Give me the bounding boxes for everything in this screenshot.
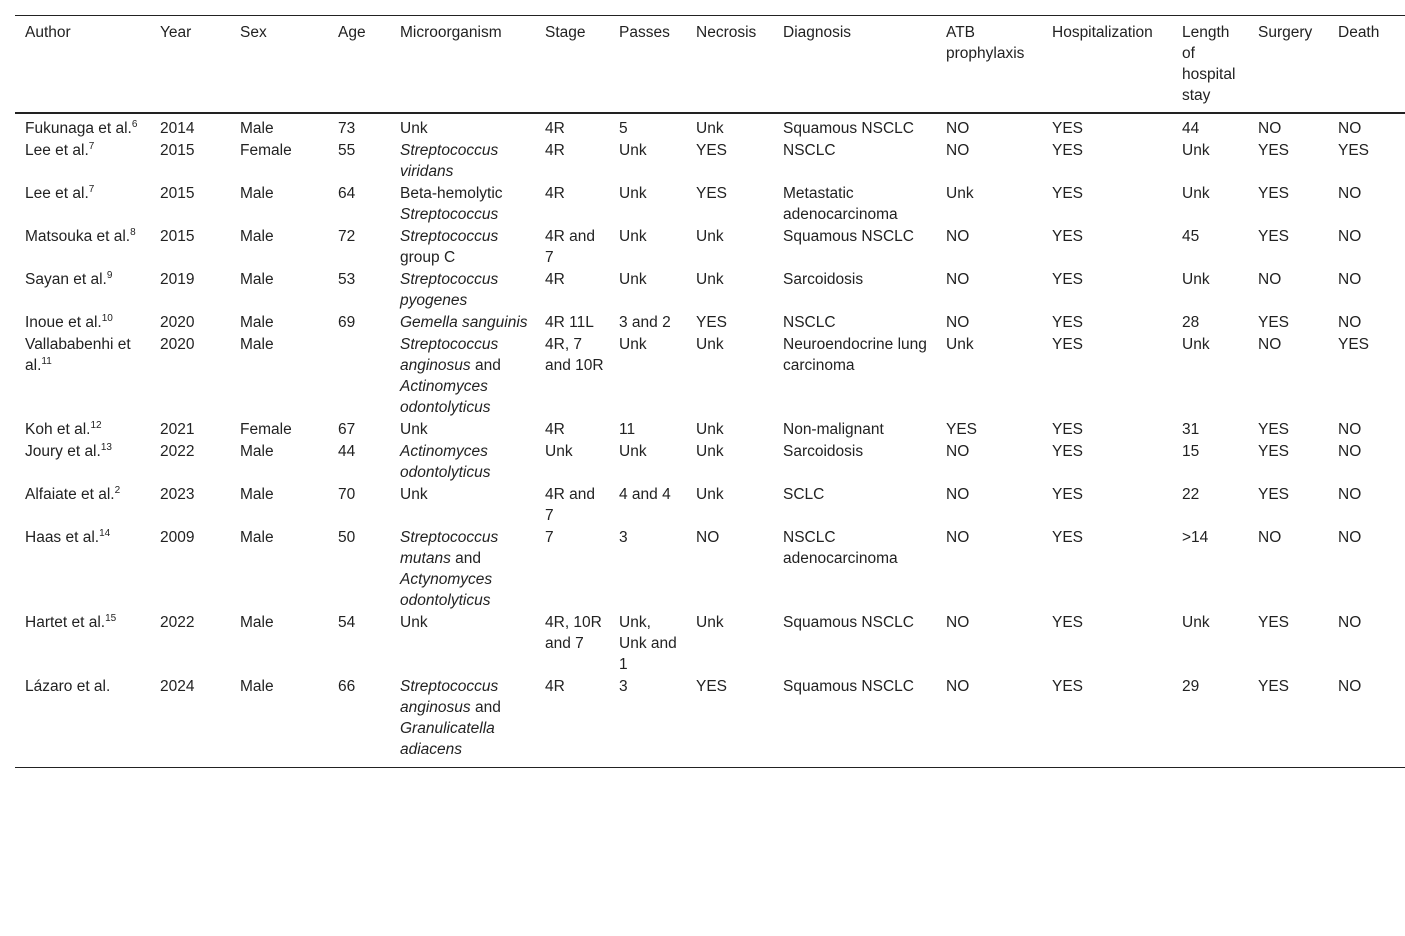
surgery-cell: YES (1258, 142, 1290, 159)
stage-cell: 4R (545, 421, 565, 438)
surgery-cell: NO (1258, 529, 1282, 546)
diagnosis-cell: NSCLC (783, 314, 836, 331)
atb-prophylaxis-cell: YES (946, 421, 978, 438)
organism-name: Actinomyces odontolyticus (400, 378, 491, 416)
hospitalization-cell: YES (1052, 336, 1084, 353)
hospitalization-cell: YES (1052, 421, 1084, 438)
microorganism-cell (390, 441, 535, 484)
reference-number: 7 (88, 140, 95, 152)
sex-cell: Male (240, 678, 274, 695)
table-body (15, 113, 1405, 768)
hospitalization-cell: YES (1052, 185, 1084, 202)
organism-text: Unk (400, 614, 428, 631)
header-stage: Stage (545, 24, 586, 41)
organism-name: Streptococcus anginosus (400, 678, 499, 716)
microorganism-cell (390, 676, 535, 768)
organism-name: Actinomyces odontolyticus (400, 443, 491, 481)
death-cell: NO (1338, 120, 1362, 137)
author-name: Joury et al. (25, 443, 101, 460)
year-cell: 2020 (160, 314, 195, 331)
year-cell: 2014 (160, 120, 195, 137)
stage-cell: 4R and 7 (545, 486, 595, 524)
header-death: Death (1338, 24, 1380, 41)
surgery-cell: YES (1258, 614, 1290, 631)
header-passes: Passes (619, 24, 670, 41)
atb-prophylaxis-cell: Unk (946, 336, 974, 353)
length-of-stay-cell: 44 (1182, 120, 1200, 137)
age-cell: 44 (338, 443, 356, 460)
diagnosis-cell: Metastatic adenocarcinoma (783, 185, 898, 223)
year-cell: 2020 (160, 336, 195, 353)
death-cell: NO (1338, 486, 1362, 503)
author-cell (15, 676, 150, 768)
passes-cell: 3 (619, 529, 628, 546)
age-cell: 54 (338, 614, 356, 631)
microorganism-cell (390, 419, 535, 441)
author-cell (15, 140, 150, 183)
necrosis-cell: Unk (696, 614, 724, 631)
reference-number: 9 (106, 269, 113, 281)
year-cell: 2021 (160, 421, 195, 438)
death-cell: NO (1338, 529, 1362, 546)
stage-cell: 4R (545, 185, 565, 202)
author-cell (15, 113, 150, 140)
length-of-stay-cell: 28 (1182, 314, 1200, 331)
author-cell (15, 226, 150, 269)
microorganism-cell (390, 269, 535, 312)
year-cell: 2022 (160, 443, 195, 460)
age-cell: 72 (338, 228, 356, 245)
passes-cell: 3 (619, 678, 628, 695)
sex-cell: Male (240, 443, 274, 460)
organism-name: Streptococcus (400, 206, 499, 223)
header-atb-prophylaxis: ATB prophylaxis (946, 24, 1025, 62)
organism-text: Beta-hemolytic (400, 185, 503, 202)
header-hospitalization: Hospitalization (1052, 24, 1153, 41)
organism-name: Gemella sanguinis (400, 314, 528, 331)
age-cell: 67 (338, 421, 356, 438)
stage-cell: 4R, 7 and 10R (545, 336, 604, 374)
length-of-stay-cell: 29 (1182, 678, 1200, 695)
atb-prophylaxis-cell: NO (946, 486, 970, 503)
necrosis-cell: Unk (696, 443, 724, 460)
necrosis-cell: YES (696, 678, 728, 695)
stage-cell: 4R (545, 271, 565, 288)
author-name: Haas et al. (25, 529, 100, 546)
author-name: Lee et al. (25, 142, 89, 159)
diagnosis-cell: NSCLC adenocarcinoma (783, 529, 898, 567)
year-cell: 2019 (160, 271, 195, 288)
death-cell: YES (1338, 336, 1370, 353)
atb-prophylaxis-cell: NO (946, 271, 970, 288)
header-microorganism: Microorganism (400, 24, 502, 41)
reference-number: 12 (90, 419, 102, 431)
table-row (15, 612, 1405, 676)
table-row (15, 183, 1405, 226)
passes-cell: 5 (619, 120, 628, 137)
passes-cell: Unk (619, 443, 647, 460)
table-row (15, 269, 1405, 312)
length-of-stay-cell: 15 (1182, 443, 1200, 460)
author-cell (15, 269, 150, 312)
passes-cell: Unk (619, 185, 647, 202)
passes-cell: 4 and 4 (619, 486, 671, 503)
author-name: Fukunaga et al. (25, 120, 132, 137)
author-name: Hartet et al. (25, 614, 106, 631)
length-of-stay-cell: 45 (1182, 228, 1200, 245)
microorganism-cell (390, 226, 535, 269)
author-cell (15, 312, 150, 334)
surgery-cell: NO (1258, 336, 1282, 353)
case-reports-table (15, 15, 1405, 768)
microorganism-cell (390, 527, 535, 612)
necrosis-cell: Unk (696, 271, 724, 288)
reference-number: 14 (99, 527, 111, 539)
surgery-cell: YES (1258, 443, 1290, 460)
organism-name: Granulicatella adiacens (400, 720, 495, 758)
stage-cell: 4R (545, 142, 565, 159)
reference-number: 7 (88, 183, 95, 195)
organism-name: Actynomyces odontolyticus (400, 571, 493, 609)
hospitalization-cell: YES (1052, 678, 1084, 695)
organism-text: Unk (400, 486, 428, 503)
microorganism-cell (390, 334, 535, 419)
author-cell (15, 441, 150, 484)
table-row (15, 140, 1405, 183)
table-row (15, 113, 1405, 140)
death-cell: NO (1338, 421, 1362, 438)
age-cell: 70 (338, 486, 356, 503)
diagnosis-cell: Squamous NSCLC (783, 120, 914, 137)
length-of-stay-cell: Unk (1182, 271, 1210, 288)
atb-prophylaxis-cell: NO (946, 120, 970, 137)
microorganism-cell (390, 183, 535, 226)
microorganism-cell (390, 113, 535, 140)
hospitalization-cell: YES (1052, 486, 1084, 503)
necrosis-cell: NO (696, 529, 720, 546)
organism-text: Unk (400, 120, 428, 137)
age-cell: 66 (338, 678, 356, 695)
length-of-stay-cell: Unk (1182, 336, 1210, 353)
organism-name: Streptococcus anginosus (400, 336, 499, 374)
necrosis-cell: Unk (696, 336, 724, 353)
organism-text: and (470, 699, 501, 716)
necrosis-cell: Unk (696, 486, 724, 503)
hospitalization-cell: YES (1052, 529, 1084, 546)
stage-cell: 4R (545, 120, 565, 137)
age-cell: 50 (338, 529, 356, 546)
atb-prophylaxis-cell: NO (946, 443, 970, 460)
stage-cell: 4R 11L (545, 314, 594, 331)
header-row (15, 16, 1405, 114)
year-cell: 2009 (160, 529, 195, 546)
header-sex: Sex (240, 24, 267, 41)
table-row (15, 676, 1405, 768)
header-year: Year (160, 24, 192, 41)
stage-cell: Unk (545, 443, 573, 460)
sex-cell: Male (240, 228, 274, 245)
diagnosis-cell: Neuroendocrine lung carcinoma (783, 336, 927, 374)
sex-cell: Male (240, 336, 274, 353)
death-cell: NO (1338, 314, 1362, 331)
author-name: Lázaro et al. (25, 678, 111, 695)
sex-cell: Male (240, 314, 274, 331)
microorganism-cell (390, 140, 535, 183)
reference-number: 11 (41, 355, 52, 367)
table-row (15, 312, 1405, 334)
author-cell (15, 484, 150, 527)
death-cell: NO (1338, 271, 1362, 288)
surgery-cell: YES (1258, 185, 1290, 202)
author-cell (15, 612, 150, 676)
author-name: Inoue et al. (25, 314, 102, 331)
sex-cell: Male (240, 614, 274, 631)
surgery-cell: YES (1258, 421, 1290, 438)
length-of-stay-cell: 31 (1182, 421, 1200, 438)
stage-cell: 4R and 7 (545, 228, 595, 266)
atb-prophylaxis-cell: NO (946, 228, 970, 245)
organism-name: Streptococcus mutans (400, 529, 499, 567)
year-cell: 2015 (160, 142, 195, 159)
table-row (15, 441, 1405, 484)
sex-cell: Male (240, 185, 274, 202)
death-cell: NO (1338, 185, 1362, 202)
microorganism-cell (390, 484, 535, 527)
diagnosis-cell: Squamous NSCLC (783, 614, 914, 631)
year-cell: 2015 (160, 228, 195, 245)
reference-number: 8 (130, 226, 136, 238)
table-row (15, 419, 1405, 441)
age-cell: 69 (338, 314, 356, 331)
atb-prophylaxis-cell: NO (946, 529, 970, 546)
year-cell: 2024 (160, 678, 195, 695)
reference-number: 15 (105, 612, 117, 624)
necrosis-cell: YES (696, 314, 728, 331)
reference-number: 13 (100, 441, 112, 453)
passes-cell: Unk (619, 271, 647, 288)
diagnosis-cell: Sarcoidosis (783, 443, 864, 460)
age-cell: 64 (338, 185, 356, 202)
necrosis-cell: YES (696, 142, 728, 159)
death-cell: NO (1338, 678, 1362, 695)
death-cell: NO (1338, 614, 1362, 631)
diagnosis-cell: SCLC (783, 486, 825, 503)
microorganism-cell (390, 612, 535, 676)
passes-cell: Unk, Unk and 1 (619, 614, 677, 673)
reference-number: 2 (114, 484, 121, 496)
organism-text: group C (400, 249, 456, 266)
death-cell: NO (1338, 443, 1362, 460)
diagnosis-cell: Sarcoidosis (783, 271, 864, 288)
stage-cell: 4R (545, 678, 565, 695)
age-cell: 53 (338, 271, 356, 288)
table-row (15, 484, 1405, 527)
microorganism-cell (390, 312, 535, 334)
death-cell: YES (1338, 142, 1370, 159)
hospitalization-cell: YES (1052, 142, 1084, 159)
atb-prophylaxis-cell: NO (946, 142, 970, 159)
year-cell: 2023 (160, 486, 195, 503)
reference-number: 10 (101, 312, 113, 324)
author-name: Sayan et al. (25, 271, 107, 288)
sex-cell: Male (240, 271, 274, 288)
surgery-cell: YES (1258, 486, 1290, 503)
author-name: Matsouka et al. (25, 228, 131, 245)
author-cell (15, 527, 150, 612)
age-cell: 55 (338, 142, 356, 159)
organism-text: and (450, 550, 482, 567)
atb-prophylaxis-cell: NO (946, 678, 970, 695)
header-author: Author (25, 24, 71, 41)
diagnosis-cell: Squamous NSCLC (783, 678, 914, 695)
reference-number: 6 (131, 118, 138, 130)
sex-cell: Male (240, 120, 274, 137)
passes-cell: Unk (619, 228, 647, 245)
hospitalization-cell: YES (1052, 314, 1084, 331)
author-cell (15, 419, 150, 441)
stage-cell: 7 (545, 529, 554, 546)
author-name: Lee et al. (25, 185, 89, 202)
length-of-stay-cell: >14 (1182, 529, 1209, 546)
atb-prophylaxis-cell: NO (946, 614, 970, 631)
necrosis-cell: YES (696, 185, 728, 202)
stage-cell: 4R, 10R and 7 (545, 614, 602, 652)
table-header (15, 16, 1405, 114)
necrosis-cell: Unk (696, 228, 724, 245)
year-cell: 2015 (160, 185, 195, 202)
header-surgery: Surgery (1258, 24, 1313, 41)
table-row (15, 527, 1405, 612)
year-cell: 2022 (160, 614, 195, 631)
author-cell (15, 183, 150, 226)
hospitalization-cell: YES (1052, 271, 1084, 288)
sex-cell: Male (240, 486, 274, 503)
organism-name: Streptococcus viridans (400, 142, 499, 180)
author-name: Koh et al. (25, 421, 91, 438)
length-of-stay-cell: Unk (1182, 185, 1210, 202)
hospitalization-cell: YES (1052, 443, 1084, 460)
surgery-cell: NO (1258, 271, 1282, 288)
atb-prophylaxis-cell: NO (946, 314, 970, 331)
length-of-stay-cell: Unk (1182, 614, 1210, 631)
sex-cell: Male (240, 529, 274, 546)
surgery-cell: YES (1258, 678, 1290, 695)
passes-cell: Unk (619, 336, 647, 353)
length-of-stay-cell: Unk (1182, 142, 1210, 159)
diagnosis-cell: Non-malignant (783, 421, 884, 438)
header-length-of-stay: Length of hospital stay (1182, 24, 1236, 104)
passes-cell: 11 (619, 421, 636, 438)
table-row (15, 334, 1405, 419)
sex-cell: Female (240, 421, 292, 438)
surgery-cell: YES (1258, 228, 1290, 245)
necrosis-cell: Unk (696, 120, 724, 137)
header-age: Age (338, 24, 366, 41)
header-necrosis: Necrosis (696, 24, 757, 41)
age-cell (328, 334, 390, 419)
author-name: Vallababenhi et al. (25, 336, 131, 374)
hospitalization-cell: YES (1052, 120, 1084, 137)
atb-prophylaxis-cell: Unk (946, 185, 974, 202)
diagnosis-cell: NSCLC (783, 142, 836, 159)
sex-cell: Female (240, 142, 292, 159)
hospitalization-cell: YES (1052, 228, 1084, 245)
death-cell: NO (1338, 228, 1362, 245)
length-of-stay-cell: 22 (1182, 486, 1200, 503)
passes-cell: 3 and 2 (619, 314, 671, 331)
table-row (15, 226, 1405, 269)
surgery-cell: YES (1258, 314, 1290, 331)
organism-name: Streptococcus (400, 228, 499, 245)
organism-text: and (470, 357, 501, 374)
organism-name: Streptococcus pyogenes (400, 271, 499, 309)
hospitalization-cell: YES (1052, 614, 1084, 631)
author-name: Alfaiate et al. (25, 486, 115, 503)
age-cell: 73 (338, 120, 356, 137)
surgery-cell: NO (1258, 120, 1282, 137)
diagnosis-cell: Squamous NSCLC (783, 228, 914, 245)
passes-cell: Unk (619, 142, 647, 159)
header-diagnosis: Diagnosis (783, 24, 852, 41)
author-cell (15, 334, 150, 419)
necrosis-cell: Unk (696, 421, 724, 438)
organism-text: Unk (400, 421, 428, 438)
